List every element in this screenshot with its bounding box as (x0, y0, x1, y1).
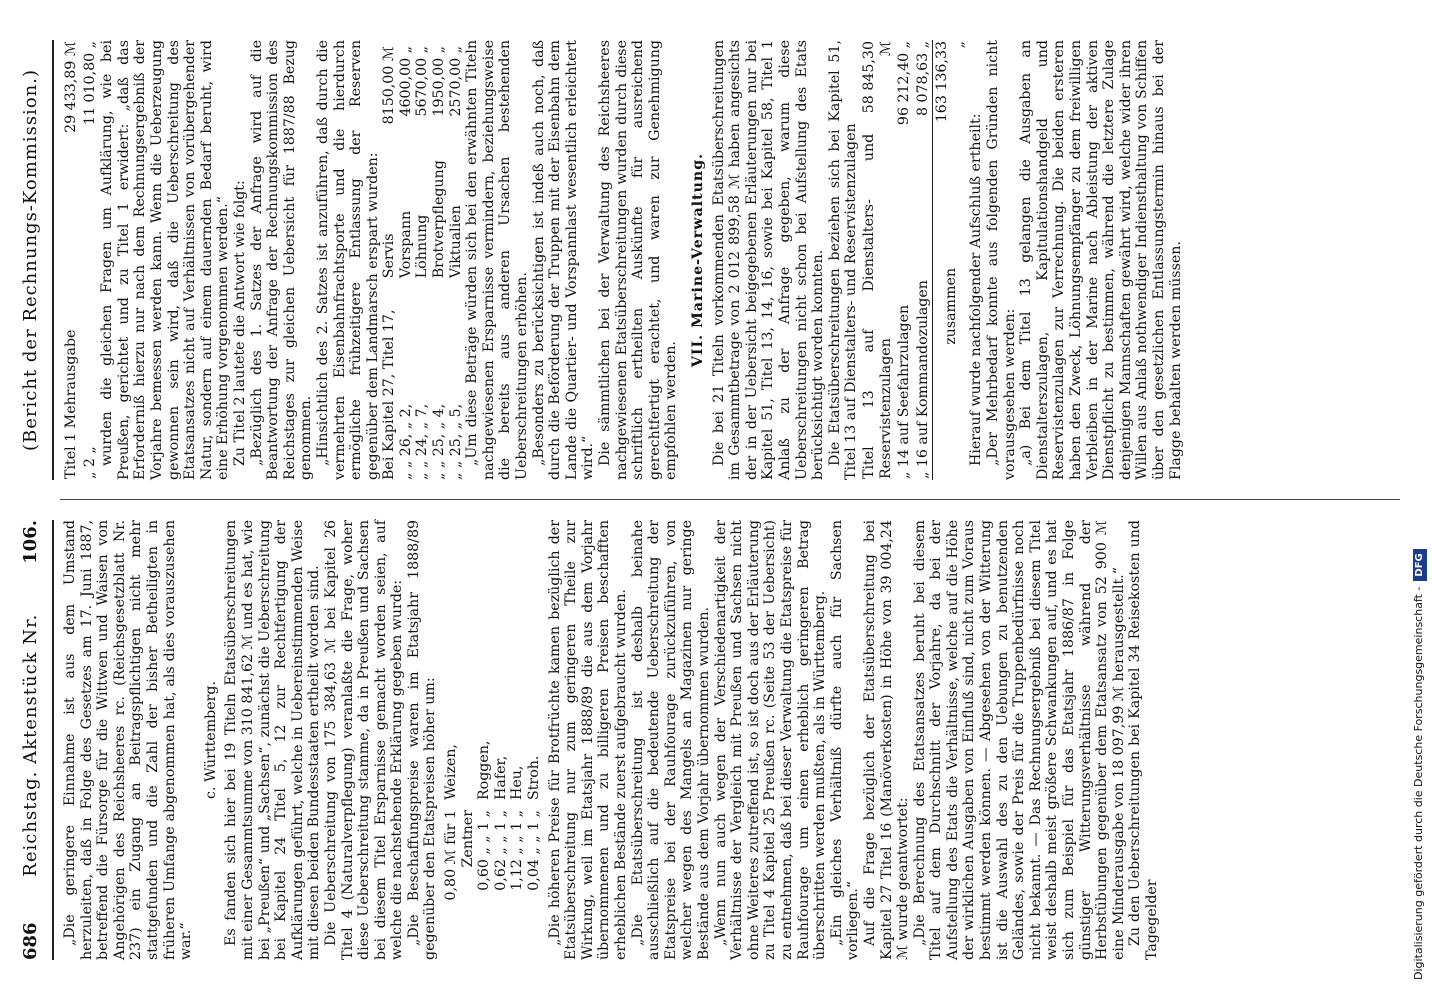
list-item: 0,80 ℳ für 1 Zentner Weizen, (443, 744, 476, 901)
paragraph: Zu den Ueberschreitungen bei Kapitel 34 Reisekosten und Tagegelder (1127, 520, 1160, 960)
paragraph: „a) Bei dem Titel 13 gelangen die Ausgaben an Dienstalterszulagen, Kapitulationshandgeld und Reservistenzulagen zur Verrechnung. Die beiden ersteren haben den Zweck, Löhnungsempfänger zu dem freiwilligen Verbleiben in der Marine nach Ableistung der aktiven Dienstpflicht zu bestimmen, während die letztere Zulage denjenigen Mannschaften gewährt wird, welche wider ihren Willen aus Anlaß nothwendiger Indiensthaltung von Schiffen über den gesetzlichen Entlassungstermin hinaus bei der Flagge behalten werden müssen. (1018, 40, 1184, 480)
paragraph: Die Etatsüberschreitungen beziehen sich bei Kapitel 51, Titel 13 auf Dienstalters- und Reservistenzulagen (826, 40, 860, 480)
table-row: Bei Kapitel 27, Titel 17, Servis 8150,00 ℳ (381, 46, 398, 480)
paragraph: wurden die gleichen Fragen um Aufklärung, wie bei Preußen, gerichtet und zu Titel 1 erwidert: „daß das Erforderniß hierzu nur nach dem Rechnungsergebniß der Vorjahre bemessen werden kann. Wenn die Ueberzeugung gewonnen sein wird, daß die Ueberschreitung des Etatsansatzes nicht auf Verhältnissen von vorübergehender Natur, sondern auf einem dauernden Bedarf beruht, wird eine Erhöhung vorgenommen werden.“ (99, 40, 232, 480)
paragraph: Zu Titel 2 lautete die Antwort wie folgt: (231, 180, 248, 466)
section-heading-marine: VII. Marine-Verwaltung. (689, 152, 706, 368)
page-header-left (20, 520, 42, 960)
paragraph: Die sämmtlichen bei der Verwaltung des Reichsheeres nachgewiesenen Etatsüberschreitungen wurden durch diese schriftlich ertheilten Auskünfte für ausreichend gerechtfertigt erachtet, und waren zur Genehmigung empfohlen werden. (597, 40, 680, 480)
table-row: Titel 1 Mehrausgabe 29 433,89 ℳ (63, 41, 79, 479)
document-number: 106. (20, 520, 41, 564)
list-item: 0,60 „ „ 1 „ Roggen, (476, 740, 493, 891)
paragraph: „Die Beschaffungspreise waren im Etatsjahr 1888/89 gegenüber den Etatspreisen höher um: (405, 520, 439, 960)
paragraph: „Wenn nun auch wegen der Verschiedenartigkeit der Verhältnisse der Vergleich mit Preußen und Sachsen nicht ohne Weiteres zutreffend ist, so ist doch aus der Erläuterung zu Titel 4 Kapitel 25 Preußen rc. (Seite 53 der Uebersicht) zu entnehmen, daß bei dieser Verwaltung die Etatspreise für Rauhfourage um einen erheblich geringeren Betrag überschritten werden mußten, als in Württemberg. (712, 520, 829, 960)
header-rule-right (52, 40, 54, 480)
paragraph: Die bei 21 Titeln vorkommenden Etatsüberschreitungen im Gesammtbetrage von 2 012 899,58 ℳ haben angesichts der in der Uebersicht beigegebenen Erläuterungen nur bei Kapitel 51, Titel 13, 14, 16, sowie bei Kapitel 58, Titel 1 Anlaß zu der Anfrage gegeben, warum diese Ueberschreitungen nicht schon bei Aufstellung des Etats berücksichtigt worden konnten. (710, 40, 827, 480)
digitization-credit (1412, 20, 1427, 980)
allowance-table (860, 40, 969, 480)
header-title: Reichstag. Aktenstück Nr. (20, 613, 41, 877)
paragraph: „Bezüglich des 1. Satzes der Anfrage wird auf die Beantwortung der Anfrage der Rechnungskommission des Reichstages zur gleichen Uebersicht für 1887/88 Bezug genommen. (248, 40, 315, 480)
paragraph: „Ein gleiches Verhältniß dürfte auch für Sachsen vorliegen.“ (828, 520, 862, 960)
table-row: „ „ 26, „ 2, Vorspann 4600,00 „ (397, 46, 414, 480)
table-row: „ 16 auf Kommandozulagen 8 078,63 „ (914, 41, 931, 479)
list-item: 1,12 „ „ 1 „ Heu, (509, 765, 526, 891)
paragraph: „Besonders zu berücksichtigen ist indeß auch noch, daß durch die Beförderung der Truppen mit der Eisenbahn dem Lande die Quartier- und Vorspannlast wesentlich erleichtert wird.“ (530, 40, 597, 480)
header-rule-left (52, 520, 54, 960)
page-header-right: (Bericht der Rechnungs-Kommission.) (20, 69, 41, 451)
paragraph: „Der Mehrbedarf konnte aus folgenden Gründen nicht vorausgesehen werden: (985, 40, 1018, 480)
section-heading-wuerttemberg: c. Württemberg. (202, 681, 219, 799)
table-row: „ „ 24, „ 7, Löhnung 5670,00 „ (414, 46, 431, 480)
list-item: 0,62 „ „ 1 „ Hafer, (492, 755, 509, 891)
paragraph: „Die Etatsüberschreitung ist deshalb beinahe ausschließlich auf die bedeutende Ueberschreitung der Etatspreise bei der Rauhfourage zurückzuführen, von welcher wegen des Mangels an Magazinen nur geringe Bestände aus dem Vorjahr übernommen wurden. (629, 520, 712, 960)
titel-table (62, 40, 99, 480)
credit-text: Digitalisierung gefördert durch die Deutsche Forschungsgemeinschaft - (1412, 586, 1425, 980)
column-divider (60, 499, 1400, 500)
right-column (62, 40, 1184, 480)
table-row: „ „ 25, „ 4, Brotverpflegung 1950,00 „ (431, 46, 448, 480)
paragraph: „Die geringere Einnahme ist aus dem Umstand herzuleiten, daß in Folge des Gesetzes am 17. Juni 1887, betreffend die Fürsorge für die Wittwen und Waisen von Angehörigen des Reichsheeres rc. (Reichsgesetzblatt Nr. 237) ein Zugang an Beitragspflichtigen nicht mehr stattgefunden und die Zahl der bisher Betheiligten in früheren Umfange abgenommen hat, als dies vorauszusehen war.“ (62, 520, 195, 960)
sum-row: zusammen 163 136,33 „ (933, 40, 969, 480)
paragraph: Auf die Frage bezüglich der Etatsüberschreitung bei Kapitel 27 Titel 16 (Manöverkosten) in Höhe von 39 004,24 ℳ wurde geantwortet: (861, 520, 912, 960)
dfg-logo: DFG (1413, 549, 1427, 580)
paragraph: „Um diese Beträge würden sich bei den erwähnten Titeln nachgewiesenen Ersparnisse vermindern, beziehungsweise die bereits aus anderen Ursachen bestehenden Ueberschreitungen erhöhen. (464, 40, 531, 480)
paragraph: „Die Berechnung des Etatsansatzes beruht bei diesem Titel auf dem Durchschnitt der Vorjahre, da bei der Aufstellung des Etats die Verhältnisse, welche auf die Höhe der wirklichen Ausgaben von Einfluß sind, nicht zum Voraus bestimmt werden können. — Abgesehen von der Witterung ist die Auswahl des zu den Uebungen zu benutzenden Geländes, sowie der Preis für die Truppenbedürfnisse noch nicht bekannt. — Das Rechnungsergebniß bei diesem Titel weist deshalb meist größere Schwankungen auf, und es hat sich zum Beispiel für das Etatsjahr 1886/87 in Folge günstiger Witterungsverhältnisse während der Herbstübungen gegenüber dem Etatsansatz von 52 900 ℳ eine Minderausgabe von 18 097,99 ℳ herausgestellt.“ (911, 520, 1127, 960)
table-row: „ 2 „ 11 010,80 „ (81, 41, 98, 479)
paragraph: Es fanden sich hier bei 19 Titeln Etatsüberschreitungen mit einer Gesammtsumme von 310 841,62 ℳ und es hat, wie bei „Preußen“ und „Sachsen“, zunächst die Ueberschreitung bei Kapitel 24 Titel 5, 12 zur Rechtfertigung der Aufklärungen geführt, welche in Uebereinstimmenden Weise mit diesen beiden Bundesstaaten ertheilt worden sind. (223, 520, 323, 960)
left-column (62, 520, 1161, 960)
paragraph: Die Ueberschreitung von 175 384,63 ℳ bei Kapitel 26 Titel 4 (Naturalverpflegung) veranlaßte die Frage, woher diese Ueberschreitung stamme, da in Preußen und Sachsen bei diesem Titel Ersparnisse gemacht worden seien, auf welche die nachstehende Erklärung gegeben wurde: (322, 520, 406, 960)
table-row: Titel 13 auf Dienstalters- und Reservistenzulagen 58 845,30 ℳ (860, 41, 894, 479)
table-row: „ „ 25, „ 5, Viktualien 2570,00 „ (447, 46, 464, 480)
price-list (443, 520, 543, 930)
table-row: „ 14 auf Seefahrzulagen 96 212,40 „ (896, 41, 913, 479)
savings-table (381, 40, 464, 480)
paragraph: „Die höheren Preise für Brotfrüchte kamen bezüglich der Etatsüberschreitung nur zum geringeren Theile zur Wirkung, weil im Etatsjahr 1888/89 die aus dem Vorjahr übernommenen und zu billigeren Preisen beschafften erheblichen Bestände zuerst aufgebraucht wurden. (546, 520, 629, 960)
page-number: 686 (20, 922, 41, 960)
paragraph: „Hinsichtlich des 2. Satzes ist anzuführen, daß durch die vermehrten Eisenbahnfrachtsporte und die hierdurch ermögliche frühzeitigere Entlassung der Reserven gegenüber dem Landmarsch erspart wurden: (314, 40, 381, 480)
paragraph: Hierauf wurde nachfolgender Aufschluß ertheilt: (968, 113, 985, 466)
list-item: 0,04 „ „ 1 „ Stroh. (526, 755, 543, 891)
